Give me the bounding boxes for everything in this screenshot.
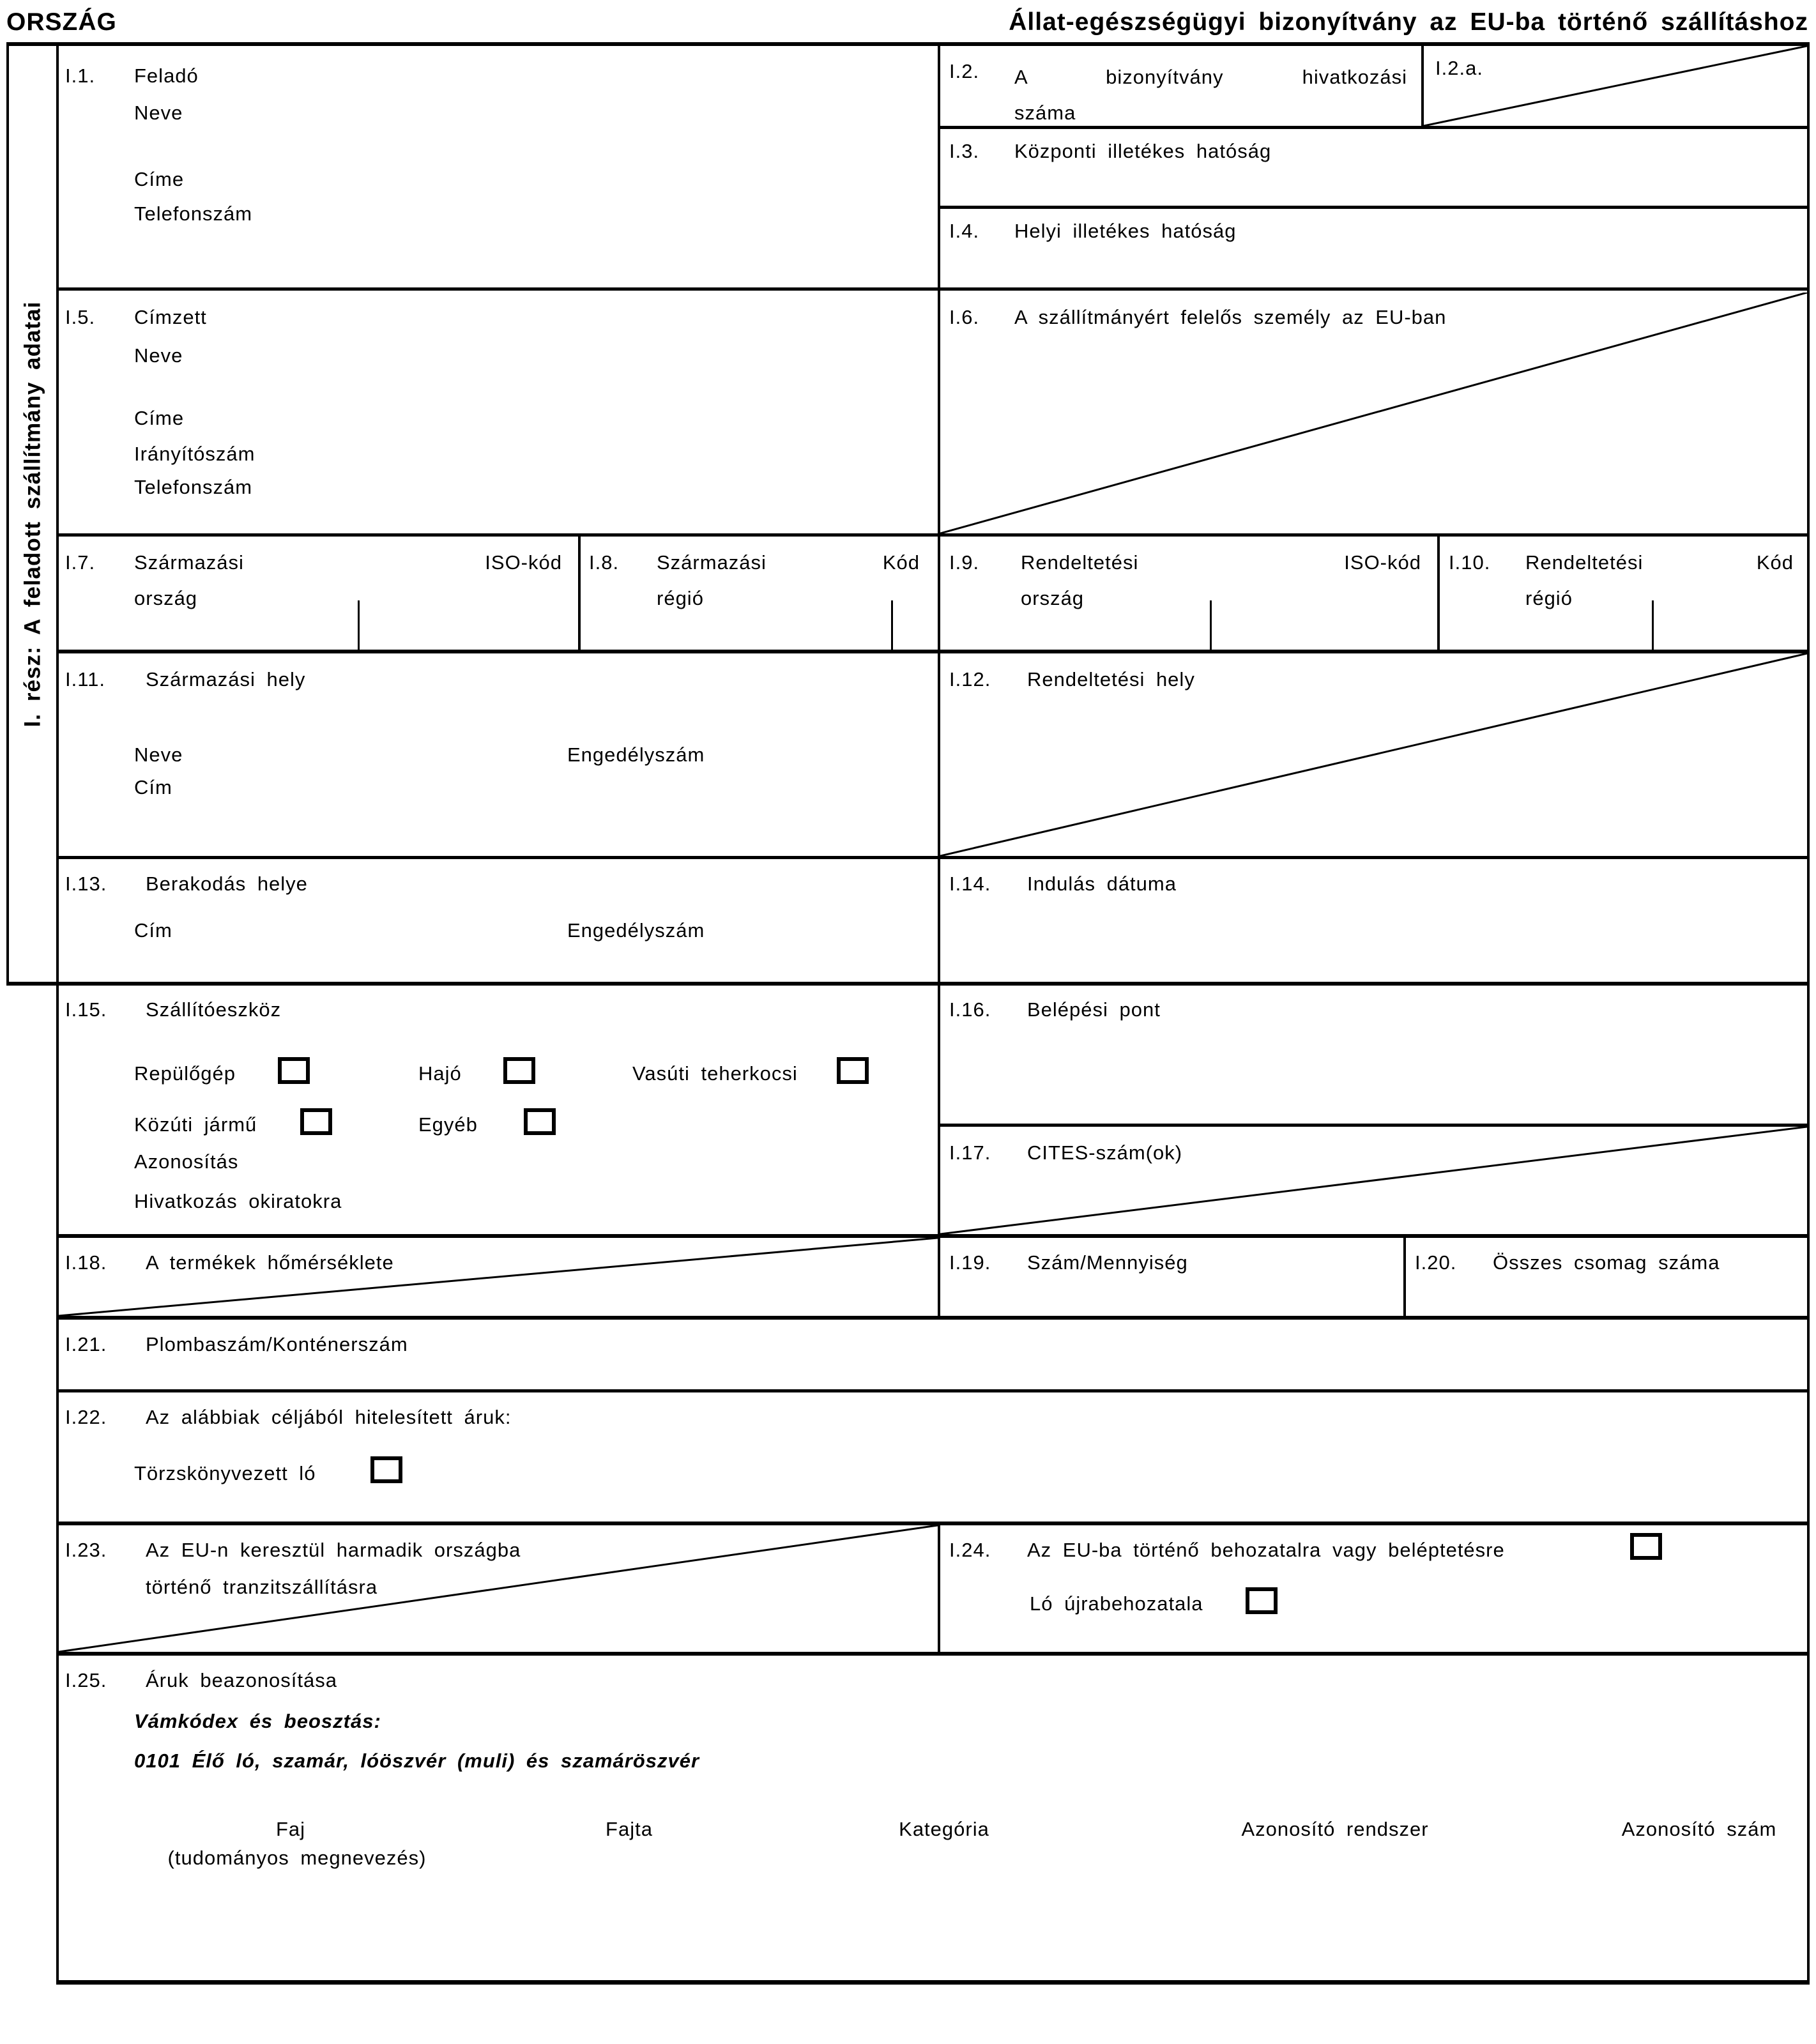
- divider-line: [6, 982, 1810, 986]
- divider-line: [1403, 1234, 1406, 1316]
- field-i10-code-label: Kód: [1756, 551, 1794, 574]
- option-horse-reentry-label: Ló újrabehozatala: [1030, 1592, 1203, 1615]
- divider-line: [56, 1316, 1810, 1320]
- field-i20-number: I.20.: [1415, 1251, 1457, 1274]
- page-title: Állat-egészségügyi bizonyítvány az EU-ba történő szállításhoz: [1009, 8, 1808, 36]
- field-i3-number: I.3.: [949, 140, 980, 162]
- field-i13-approval-label: Engedélyszám: [567, 919, 705, 942]
- diagonal-strikethrough: [59, 1238, 938, 1316]
- field-i2a-number: I.2.a.: [1435, 57, 1483, 79]
- field-i6-number: I.6.: [949, 306, 980, 328]
- field-i5-name-label: Neve: [134, 344, 183, 367]
- field-i7-number: I.7.: [65, 551, 96, 574]
- checkbox-road-vehicle[interactable]: [300, 1108, 332, 1135]
- field-i18-label: A termékek hőmérséklete: [146, 1251, 394, 1274]
- part1-sidebar: [9, 42, 56, 986]
- field-i8-label-line1: Származási: [657, 551, 767, 574]
- customs-code-line: 0101 Élő ló, szamár, lóöszvér (muli) és szamáröszvér: [134, 1750, 700, 1772]
- field-i2-number: I.2.: [949, 60, 980, 82]
- divider-line: [56, 856, 1810, 859]
- field-i19-number: I.19.: [949, 1251, 991, 1274]
- column-header-breed: Fajta: [606, 1818, 653, 1840]
- column-header-category: Kategória: [899, 1818, 989, 1840]
- column-header-species: Faj: [275, 1818, 306, 1840]
- field-i11-approval-label: Engedélyszám: [567, 744, 705, 766]
- divider-line: [56, 42, 59, 1985]
- field-i22-label: Az alábbiak céljából hitelesített áruk:: [146, 1406, 512, 1428]
- divider-line: [1437, 533, 1440, 650]
- field-i6-label: A szállítmányért felelős személy az EU-ban: [1014, 306, 1447, 328]
- option-railway-wagon-label: Vasúti teherkocsi: [632, 1062, 798, 1085]
- field-i10-label-line1: Rendeltetési: [1525, 551, 1644, 574]
- field-i13-address-label: Cím: [134, 919, 172, 942]
- field-i11-number: I.11.: [65, 668, 106, 690]
- divider-line: [56, 287, 1810, 291]
- field-i16-number: I.16.: [949, 998, 991, 1021]
- field-i1-number: I.1.: [65, 65, 96, 87]
- divider-line: [56, 1652, 1810, 1656]
- field-i8-label-line2: régió: [657, 587, 704, 609]
- field-i15-documents-label: Hivatkozás okiratokra: [134, 1190, 342, 1212]
- species-note: (tudományos megnevezés): [167, 1847, 427, 1869]
- field-i12-number: I.12.: [949, 668, 991, 690]
- field-i5-label: Címzett: [134, 306, 207, 328]
- divider-line: [56, 1980, 1810, 1985]
- field-i8-code-label: Kód: [882, 551, 920, 574]
- divider-line: [938, 1522, 940, 1652]
- field-i7-code-label: ISO-kód: [485, 551, 562, 574]
- field-i1-phone-label: Telefonszám: [134, 202, 253, 225]
- field-i1-name-label: Neve: [134, 102, 183, 124]
- field-i9-label-line2: ország: [1021, 587, 1085, 609]
- field-i2-label: A bizonyítvány hivatkozási száma: [1014, 66, 1407, 124]
- part1-sidebar-label: I. rész: A feladott szállítmány adatai: [20, 301, 45, 727]
- field-i17-number: I.17.: [949, 1141, 991, 1164]
- field-i22-number: I.22.: [65, 1406, 107, 1428]
- checkbox-other[interactable]: [524, 1108, 556, 1135]
- field-i23-label-line1: Az EU-n keresztül harmadik országba: [146, 1539, 521, 1561]
- field-i10-number: I.10.: [1449, 551, 1491, 574]
- field-i23-label-line2: történő tranzitszállításra: [146, 1576, 378, 1598]
- option-other-label: Egyéb: [418, 1113, 478, 1136]
- checkbox-ship[interactable]: [503, 1057, 535, 1084]
- field-i12-label: Rendeltetési hely: [1027, 668, 1195, 690]
- field-i21-label: Plombaszám/Konténerszám: [146, 1333, 408, 1355]
- field-i1-label: Feladó: [134, 65, 199, 87]
- field-i25-label: Áruk beazonosítása: [146, 1669, 338, 1691]
- field-i10-label-line2: régió: [1525, 587, 1573, 609]
- option-road-vehicle-label: Közúti jármű: [134, 1113, 257, 1136]
- field-i18-number: I.18.: [65, 1251, 107, 1274]
- field-i21-number: I.21.: [65, 1333, 107, 1355]
- code-column-divider: [891, 600, 893, 650]
- field-i5-postal-label: Irányítószám: [134, 443, 256, 465]
- field-i9-label-line1: Rendeltetési: [1021, 551, 1139, 574]
- field-i17-label: CITES-szám(ok): [1027, 1141, 1183, 1164]
- field-i1-address-label: Címe: [134, 168, 185, 190]
- customs-code-heading: Vámkódex és beosztás:: [134, 1710, 381, 1732]
- field-i13-label: Berakodás helye: [146, 873, 308, 895]
- option-import-admission-label: Az EU-ba történő behozatalra vagy beléptetésre: [1027, 1539, 1505, 1561]
- field-i4-number: I.4.: [949, 220, 980, 242]
- column-header-id-system: Azonosító rendszer: [1241, 1818, 1429, 1840]
- field-i9-code-label: ISO-kód: [1344, 551, 1421, 574]
- field-i16-label: Belépési pont: [1027, 998, 1161, 1021]
- field-i23-number: I.23.: [65, 1539, 107, 1561]
- field-i11-name-label: Neve: [134, 744, 183, 766]
- field-i14-label: Indulás dátuma: [1027, 873, 1177, 895]
- divider-line: [938, 1234, 940, 1316]
- field-i19-label: Szám/Mennyiség: [1027, 1251, 1188, 1274]
- checkbox-railway-wagon[interactable]: [837, 1057, 869, 1084]
- field-i15-number: I.15.: [65, 998, 107, 1021]
- field-i8-number: I.8.: [589, 551, 620, 574]
- field-i7-label-line2: ország: [134, 587, 198, 609]
- field-i25-number: I.25.: [65, 1669, 107, 1691]
- field-i11-address-label: Cím: [134, 776, 172, 798]
- checkbox-import-admission[interactable]: [1630, 1533, 1662, 1560]
- option-registered-horse-label: Törzskönyvezett ló: [134, 1462, 316, 1484]
- field-i14-number: I.14.: [949, 873, 991, 895]
- code-column-divider: [358, 600, 360, 650]
- divider-line: [56, 533, 1810, 537]
- field-i11-label: Származási hely: [146, 668, 306, 690]
- field-i13-number: I.13.: [65, 873, 107, 895]
- column-header-id-number: Azonosító szám: [1621, 1818, 1777, 1840]
- field-i3-label: Központi illetékes hatóság: [1014, 140, 1272, 162]
- field-i5-address-label: Címe: [134, 407, 185, 429]
- option-ship-label: Hajó: [418, 1062, 462, 1085]
- field-i7-label-line1: Származási: [134, 551, 244, 574]
- option-airplane-label: Repülőgép: [134, 1062, 236, 1085]
- field-i15-label: Szállítóeszköz: [146, 998, 282, 1021]
- field-i24-number: I.24.: [949, 1539, 991, 1561]
- code-column-divider: [1652, 600, 1654, 650]
- checkbox-airplane[interactable]: [278, 1057, 310, 1084]
- field-i9-number: I.9.: [949, 551, 980, 574]
- field-i4-label: Helyi illetékes hatóság: [1014, 220, 1237, 242]
- field-i5-number: I.5.: [65, 306, 96, 328]
- checkbox-registered-horse[interactable]: [370, 1456, 402, 1483]
- field-i5-phone-label: Telefonszám: [134, 476, 253, 498]
- divider-line: [56, 1389, 1810, 1392]
- code-column-divider: [1210, 600, 1212, 650]
- divider-line: [1807, 42, 1810, 1985]
- checkbox-horse-reentry[interactable]: [1246, 1587, 1278, 1614]
- field-i20-label: Összes csomag száma: [1493, 1251, 1720, 1274]
- divider-line: [938, 206, 1810, 209]
- country-heading: ORSZÁG: [6, 8, 117, 36]
- field-i15-identification-label: Azonosítás: [134, 1150, 239, 1173]
- divider-line: [578, 533, 581, 650]
